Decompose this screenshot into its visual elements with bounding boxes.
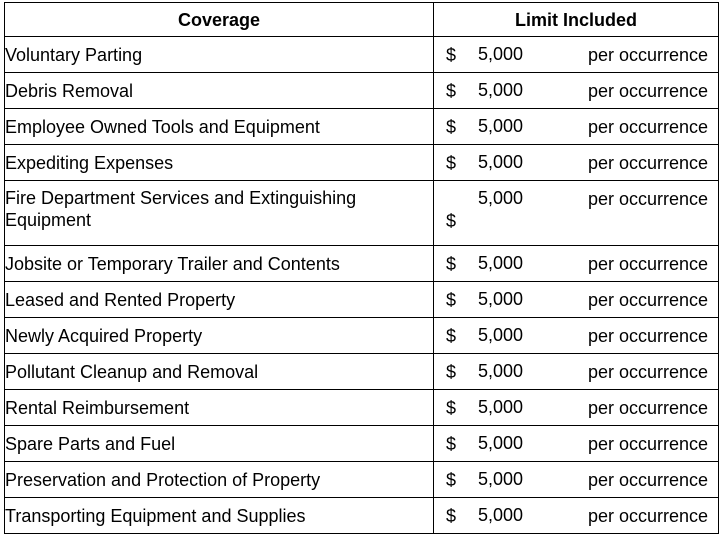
coverage-name: Debris Removal [5, 73, 434, 109]
limit-unit: per occurrence [587, 254, 708, 274]
coverage-name: Voluntary Parting [5, 37, 434, 73]
currency-symbol: $ [446, 505, 457, 526]
table-row [5, 390, 719, 426]
coverage-name: Expediting Expenses [5, 145, 434, 181]
header-row [5, 3, 719, 37]
limit-unit: per occurrence [587, 398, 708, 418]
table-row [5, 426, 719, 462]
limit-amount: 5,000 [478, 433, 524, 453]
limit-unit: per occurrence [587, 470, 708, 490]
table-row [5, 37, 719, 73]
currency-symbol: $ [446, 211, 457, 231]
table-row [5, 246, 719, 282]
coverage-name: Newly Acquired Property [5, 318, 434, 354]
coverage-name: Rental Reimbursement [5, 390, 434, 426]
limit-amount: 5,000 [478, 505, 524, 525]
currency-symbol: $ [446, 152, 457, 173]
currency-symbol: $ [446, 325, 457, 346]
limit-amount: 5,000 [478, 289, 524, 309]
limit-amount: 5,000 [478, 152, 524, 172]
limit-cell [434, 498, 719, 534]
limit-unit: per occurrence [587, 81, 708, 101]
table-row [5, 354, 719, 390]
limit-amount: 5,000 [478, 397, 524, 417]
limit-amount: 5,000 [478, 253, 524, 273]
limit-amount: 5,000 [478, 325, 524, 345]
currency-symbol: $ [446, 44, 457, 65]
coverage-name: Spare Parts and Fuel [5, 426, 434, 462]
coverage-name: Jobsite or Temporary Trailer and Contents [5, 246, 434, 282]
table-row [5, 282, 719, 318]
coverage-name: Transporting Equipment and Supplies [5, 498, 434, 534]
coverage-name: Preservation and Protection of Property [5, 462, 434, 498]
coverage-name: Employee Owned Tools and Equipment [5, 109, 434, 145]
currency-symbol: $ [446, 397, 457, 418]
coverage-column-header: Coverage [5, 3, 434, 37]
currency-symbol: $ [446, 361, 457, 382]
coverage-name: Leased and Rented Property [5, 282, 434, 318]
limit-amount: 5,000 [478, 44, 524, 64]
limit-unit: per occurrence [587, 153, 708, 173]
table-row [5, 318, 719, 354]
currency-symbol: $ [446, 433, 457, 454]
limit-unit: per occurrence [587, 290, 708, 310]
table-row [5, 145, 719, 181]
limit-column-header: Limit Included [434, 3, 719, 37]
limit-cell [434, 426, 719, 462]
limit-unit: per occurrence [587, 434, 708, 454]
limit-cell [434, 37, 719, 73]
table-row [5, 109, 719, 145]
limit-cell [434, 390, 719, 426]
limit-amount: 5,000 [478, 188, 524, 208]
limit-unit: per occurrence [587, 117, 708, 137]
limit-cell [434, 354, 719, 390]
limit-unit: per occurrence [587, 326, 708, 346]
limit-cell [434, 73, 719, 109]
table-row [5, 181, 719, 246]
currency-symbol: $ [446, 289, 457, 310]
currency-symbol: $ [446, 253, 457, 274]
coverage-name: Fire Department Services and Extinguishing Equipment [5, 181, 434, 246]
limit-unit: per occurrence [587, 506, 708, 526]
limit-amount: 5,000 [478, 80, 524, 100]
table-row [5, 462, 719, 498]
limit-unit: per occurrence [587, 362, 708, 382]
limit-cell [434, 282, 719, 318]
currency-symbol: $ [446, 469, 457, 490]
limit-cell [434, 109, 719, 145]
limit-cell [434, 246, 719, 282]
limit-cell [434, 462, 719, 498]
coverage-table [4, 2, 719, 534]
currency-symbol: $ [446, 116, 457, 137]
limit-amount: 5,000 [478, 116, 524, 136]
limit-unit: per occurrence [587, 189, 708, 209]
limit-cell [434, 318, 719, 354]
limit-amount: 5,000 [478, 361, 524, 381]
limit-amount: 5,000 [478, 469, 524, 489]
limit-cell [434, 145, 719, 181]
coverage-name: Pollutant Cleanup and Removal [5, 354, 434, 390]
currency-symbol: $ [446, 80, 457, 101]
table-row [5, 498, 719, 534]
table-row [5, 73, 719, 109]
limit-unit: per occurrence [587, 45, 708, 65]
limit-cell [434, 181, 719, 246]
